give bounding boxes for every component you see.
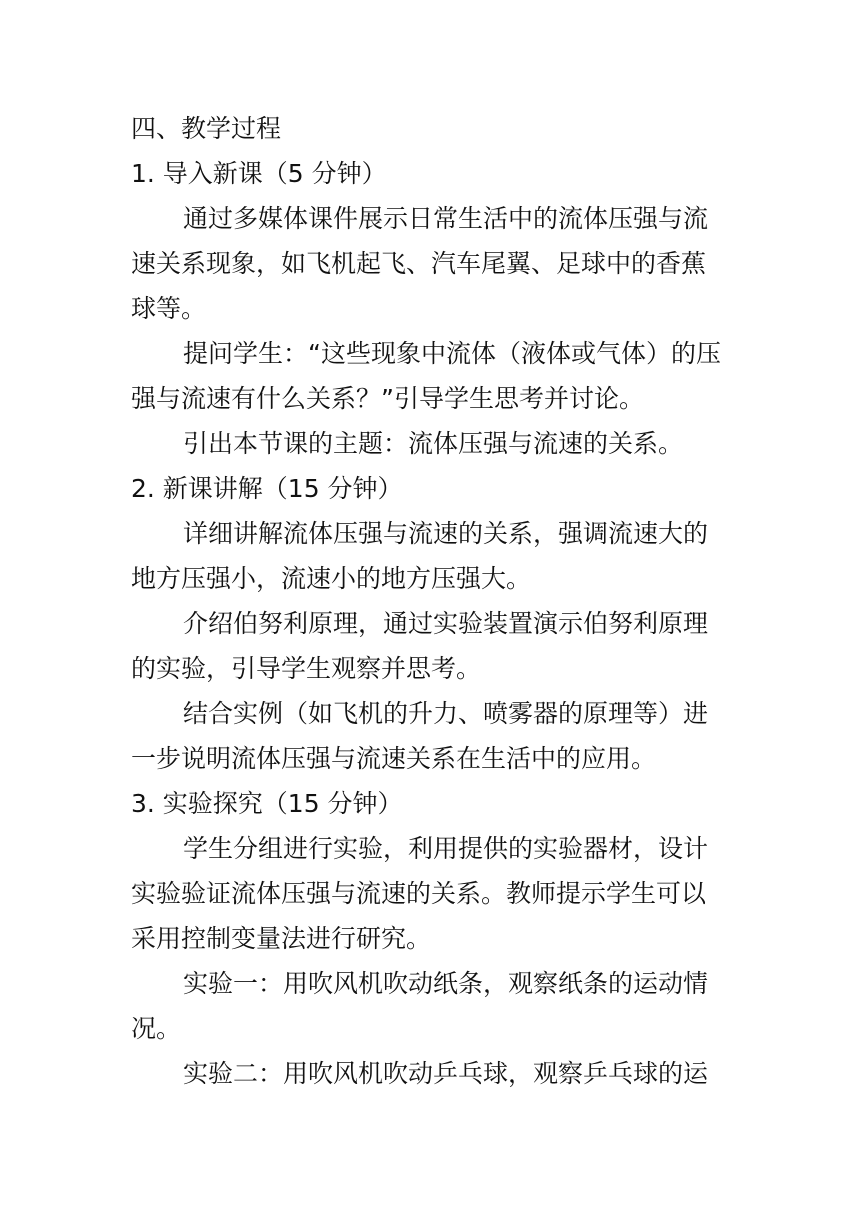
paragraph-line: 实验验证流体压强与流速的关系。教师提示学生可以 <box>131 879 707 908</box>
paragraph-line: 详细讲解流体压强与流速的关系，强调流速大的 <box>183 519 709 548</box>
paragraph-line: 通过多媒体课件展示日常生活中的流体压强与流 <box>183 204 709 233</box>
paragraph-line: 地方压强小，流速小的地方压强大。 <box>131 564 532 593</box>
subsection-heading-experiment: 3. 实验探究（15 分钟） <box>131 789 403 818</box>
paragraph-line: 的实验，引导学生观察并思考。 <box>131 654 482 683</box>
paragraph-line: 球等。 <box>131 294 207 323</box>
paragraph-line: 介绍伯努利原理，通过实验装置演示伯努利原理 <box>183 609 709 638</box>
document-body <box>131 106 733 1096</box>
paragraph-line: 结合实例（如飞机的升力、喷雾器的原理等）进 <box>183 699 709 728</box>
paragraph-line: 速关系现象，如飞机起飞、汽车尾翼、足球中的香蕉 <box>131 249 707 278</box>
section-title: 四、教学过程 <box>131 114 282 143</box>
paragraph-line: 一步说明流体压强与流速关系在生活中的应用。 <box>131 744 657 773</box>
paragraph-line: 实验二：用吹风机吹动乒乓球，观察乒乓球的运 <box>183 1059 709 1088</box>
paragraph-line: 引出本节课的主题：流体压强与流速的关系。 <box>183 429 684 458</box>
subsection-heading-lecture: 2. 新课讲解（15 分钟） <box>131 474 403 503</box>
paragraph-line: 提问学生：“这些现象中流体（液体或气体）的压 <box>183 339 721 368</box>
subsection-heading-intro: 1. 导入新课（5 分钟） <box>131 159 387 188</box>
paragraph-line: 实验一：用吹风机吹动纸条，观察纸条的运动情 <box>183 969 709 998</box>
paragraph-line: 采用控制变量法进行研究。 <box>131 924 432 953</box>
paragraph-line: 况。 <box>131 1014 182 1043</box>
paragraph-line: 学生分组进行实验，利用提供的实验器材，设计 <box>183 834 709 863</box>
paragraph-line: 强与流速有什么关系？”引导学生思考并讨论。 <box>131 384 644 413</box>
